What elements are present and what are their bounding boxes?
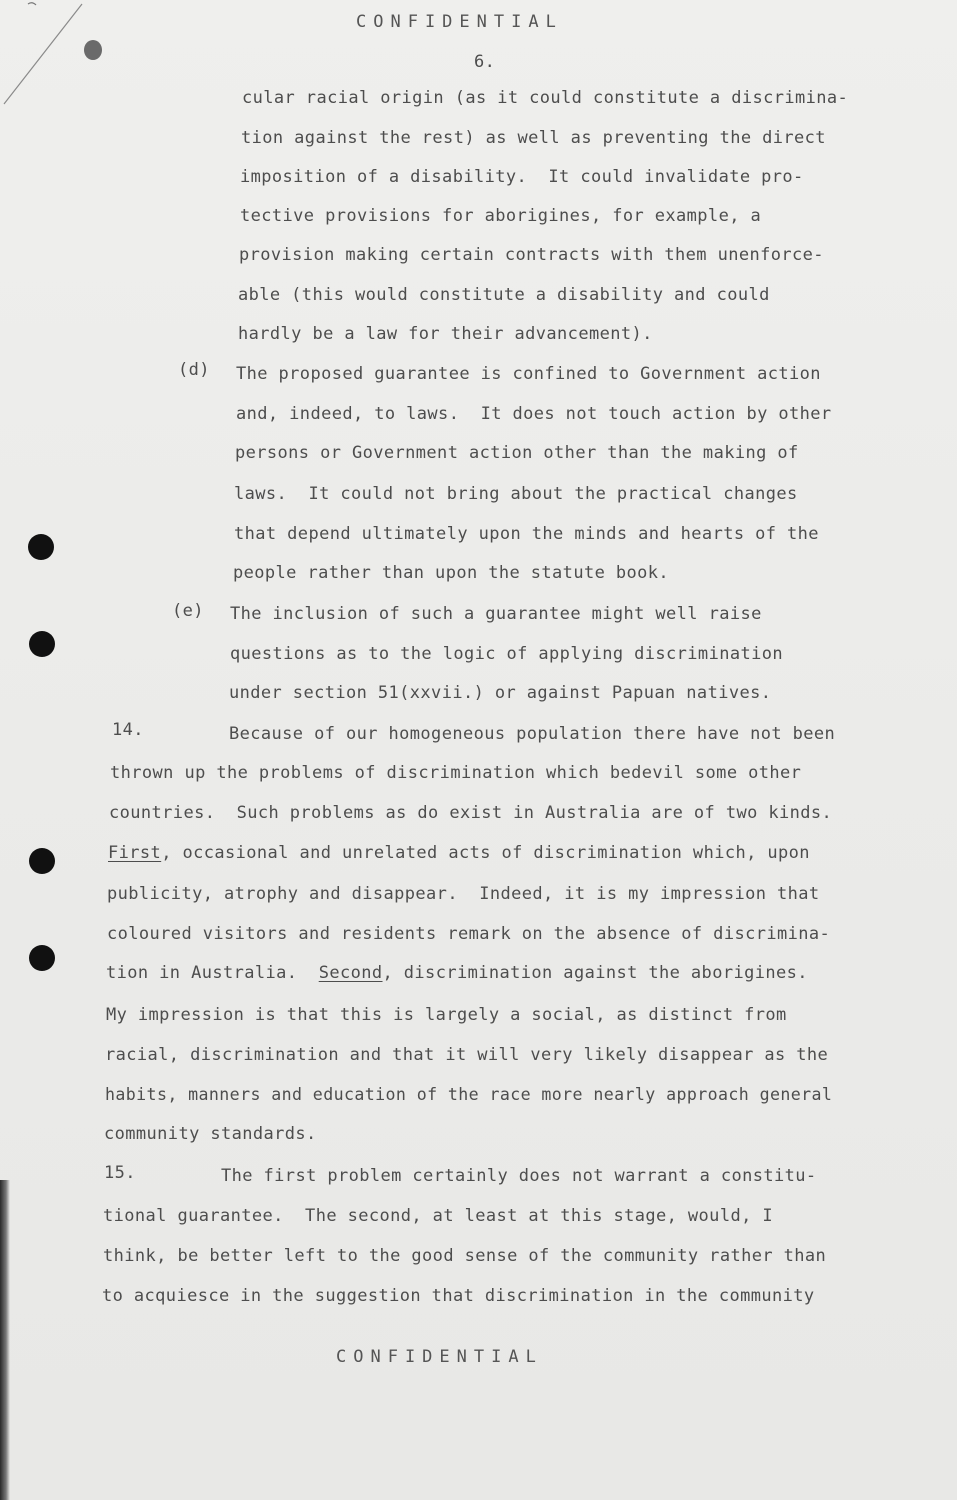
paragraph-number: 14. (112, 720, 144, 740)
text-line: habits, manners and education of the race more nearly approach general (105, 1085, 833, 1104)
punch-hole-2 (29, 631, 55, 657)
text-line: questions as to the logic of applying discrimination (230, 644, 784, 664)
text-line: publicity, atrophy and disappear. Indeed, it is my impression that (107, 884, 820, 904)
text-line: provision making certain contracts with them unenforce- (239, 245, 824, 265)
text-line: tional guarantee. The second, at least at this stage, would, I (103, 1206, 773, 1226)
text-line: under section 51(xxvii.) or against Papuan natives. (229, 683, 772, 703)
text-line: hardly be a law for their advancement). (238, 324, 653, 344)
text-line: coloured visitors and residents remark on the absence of discrimina- (107, 924, 831, 944)
punch-hole-3 (29, 848, 55, 874)
text-line: The inclusion of such a guarantee might well raise (230, 604, 762, 624)
staple-mark (84, 40, 102, 60)
text-run: , occasional and unrelated acts of discrimination which, upon (161, 843, 810, 863)
page-number: 6. (474, 52, 496, 72)
emphasis-first: First (108, 843, 162, 863)
text-line (106, 963, 808, 983)
item-marker: (d) (178, 360, 210, 380)
corner-scribble-mark (0, 0, 90, 110)
text-line: racial, discrimination and that it will very likely disappear as the (105, 1045, 829, 1065)
header-confidential: CONFIDENTIAL (356, 12, 563, 32)
text-line: imposition of a disability. It could invalidate pro- (240, 167, 804, 187)
text-line: able (this would constitute a disability and could (238, 285, 770, 305)
text-line: Because of our homogeneous population there have not been (229, 724, 836, 744)
text-line: The first problem certainly does not warrant a constitu- (221, 1166, 817, 1186)
item-marker: (e) (172, 601, 204, 621)
text-line: and, indeed, to laws. It does not touch action by other (236, 404, 832, 424)
text-line: thrown up the problems of discrimination which bedevil some other (110, 763, 802, 783)
text-line: persons or Government action other than the making of (235, 443, 799, 463)
punch-hole-4 (29, 945, 55, 971)
text-run: tion in Australia. (106, 963, 319, 983)
emphasis-second: Second (318, 963, 383, 983)
text-line: The proposed guarantee is confined to Government action (236, 364, 821, 384)
page-edge-shadow (0, 1180, 10, 1500)
footer-confidential: CONFIDENTIAL (336, 1347, 543, 1367)
text-line: people rather than upon the statute book. (233, 563, 670, 583)
text-line: that depend ultimately upon the minds and hearts of the (234, 524, 819, 544)
text-line: countries. Such problems as do exist in Australia are of two kinds. (109, 803, 833, 823)
punch-hole-1 (28, 534, 54, 560)
text-run: , discrimination against the aborigines. (382, 963, 808, 983)
text-line: think, be better left to the good sense of the community rather than (103, 1246, 827, 1266)
text-line: tective provisions for aborigines, for example, a (240, 206, 762, 226)
text-line: to acquiesce in the suggestion that discrimination in the community (102, 1286, 815, 1306)
text-line: laws. It could not bring about the practical changes (234, 484, 798, 504)
text-line: tion against the rest) as well as preventing the direct (241, 128, 826, 148)
text-line (108, 843, 810, 863)
text-line: My impression is that this is largely a social, as distinct from (106, 1005, 787, 1025)
paragraph-number: 15. (104, 1163, 136, 1183)
text-line: community standards. (104, 1124, 317, 1144)
text-line: cular racial origin (as it could constitute a discrimina- (242, 88, 849, 108)
